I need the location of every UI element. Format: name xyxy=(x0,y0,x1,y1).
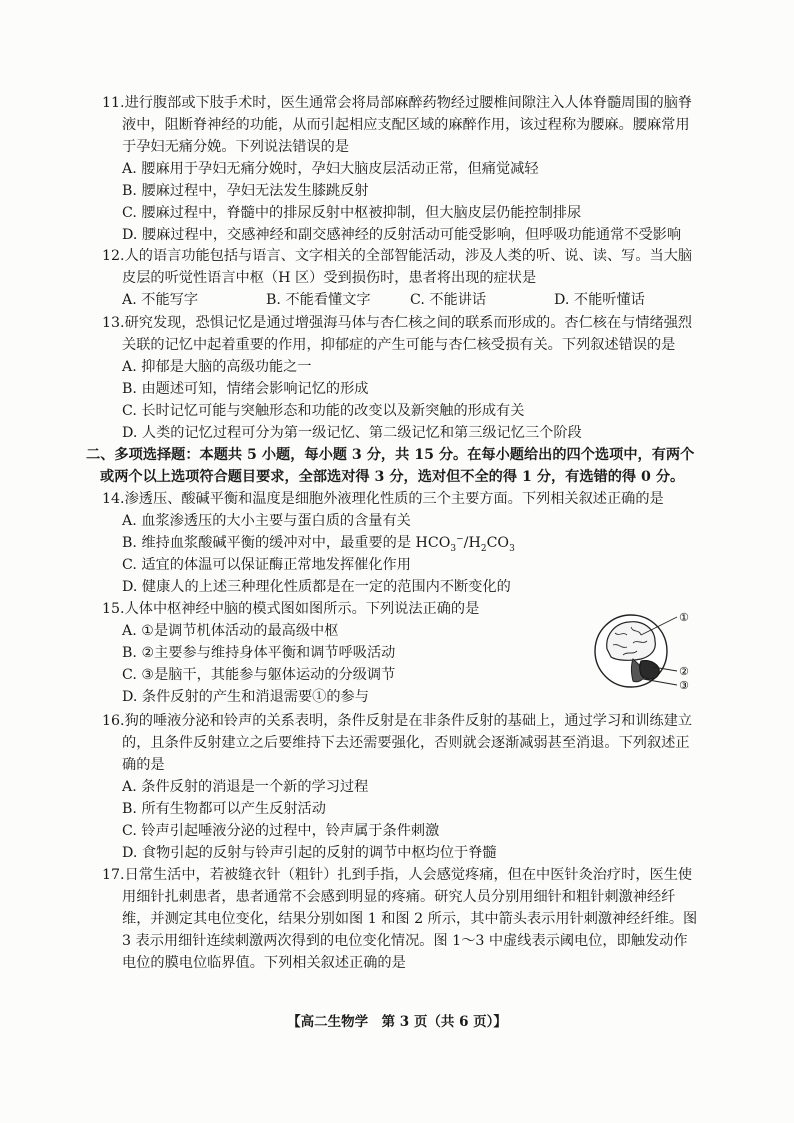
option-d: D. 不能听懂话 xyxy=(554,292,645,308)
option-b: B. ②主要参与维持身体平衡和调节呼吸活动 xyxy=(122,645,396,661)
option-d: D. 健康人的上述三种理化性质都是在一定的范围内不断变化的 xyxy=(122,579,511,595)
option-a: A. ①是调节机体活动的最高级中枢 xyxy=(122,623,339,639)
question-12 xyxy=(102,245,698,311)
option-b: B. 腰麻过程中，孕妇无法发生膝跳反射 xyxy=(122,183,369,199)
option-c: C. 长时记忆可能与突触形态和功能的改变以及新突触的形成有关 xyxy=(122,403,525,419)
question-stem: 13.研究发现，恐惧记忆是通过增强海马体与杏仁核之间的联系而形成的。杏仁核在与情绪强烈关联的记忆中起着重要的作用，抑郁症的产生可能与杏仁核受损有关。下列叙述错误的是 xyxy=(102,315,693,353)
option-c: C. 不能讲话 xyxy=(410,292,487,308)
option-a: A. 腰麻用于孕妇无痛分娩时，孕妇大脑皮层活动正常，但痛觉减轻 xyxy=(122,161,539,177)
option-c: C. 适宜的体温可以保证酶正常地发挥催化作用 xyxy=(122,557,411,573)
label-1: ① xyxy=(679,611,689,624)
option-a: A. 不能写字 xyxy=(122,292,199,308)
option-b: B. 由题述可知，情绪会影响记忆的形成 xyxy=(122,381,369,397)
option-c: C. ③是脑干，其能参与躯体运动的分级调节 xyxy=(122,667,396,683)
question-13 xyxy=(102,312,698,444)
section-text: 二、多项选择题：本题共 5 小题，每小题 3 分，共 15 分。在每小题给出的四个选项中，有两个或两个以上选项符合题目要求，全部选对得 3 分，选对但不全的得 1 分，有选错的得 0 分。 xyxy=(86,447,695,485)
option-d: D. 食物引起的反射与铃声引起的反射的调节中枢均位于脊髓 xyxy=(122,845,497,861)
option-a: A. 条件反射的消退是一个新的学习过程 xyxy=(122,779,369,795)
option-c: C. 铃声引起唾液分泌的过程中，铃声属于条件刺激 xyxy=(122,823,440,839)
question-17 xyxy=(102,864,698,974)
option-b: B. 不能看懂文字 xyxy=(266,292,371,308)
label-2: ② xyxy=(679,665,689,678)
question-stem: 11.进行腹部或下肢手术时，医生通常会将局部麻醉药物经过腰椎间隙注入人体脊髓周围的脑脊液中，阻断脊神经的功能，从而引起相应支配区域的麻醉作用，该过程称为腰麻。腰麻常用于孕妇无痛分娩。下列说法错误的是 xyxy=(102,95,693,155)
question-16 xyxy=(102,710,698,864)
label-3: ③ xyxy=(679,679,689,692)
question-stem: 14.渗透压、酸碱平衡和温度是细胞外液理化性质的三个主要方面。下列相关叙述正确的是 xyxy=(102,491,664,507)
option-c: C. 腰麻过程中，脊髓中的排尿反射中枢被抑制，但大脑皮层仍能控制排尿 xyxy=(122,205,582,221)
brain-diagram xyxy=(593,605,698,695)
option-d: D. 腰麻过程中，交感神经和副交感神经的反射活动可能受影响，但呼吸功能通常不受影响 xyxy=(122,227,682,243)
question-11 xyxy=(102,92,698,246)
section-heading xyxy=(86,444,700,488)
option-d: D. 条件反射的产生和消退需要①的参与 xyxy=(122,689,369,705)
option-a: A. 血浆渗透压的大小主要与蛋白质的含量有关 xyxy=(122,513,411,529)
question-14 xyxy=(102,488,698,598)
question-stem: 12.人的语言功能包括与语言、文字相关的全部智能活动，涉及人类的听、说、读、写。当大脑皮层的听觉性语言中枢（H 区）受到损伤时，患者将出现的症状是 xyxy=(102,248,693,286)
option-a: A. 抑郁是大脑的高级功能之一 xyxy=(122,359,312,375)
question-stem: 17.日常生活中，若被缝衣针（粗针）扎到手指，人会感觉疼痛，但在中医针灸治疗时，医生使用细针扎刺患者，患者通常不会感到明显的疼痛。研究人员分别用细针和粗针刺激神经纤维，并测定其电位变化，结果分别如图 1 和图 2 所示，其中箭头表示用针刺激神经纤维。图 3 表示用细针连续刺激两次得到的电位变化情况。图 1～3 中虚线表示阈电位，即触发动作电位的膜电位临界值。下列相关叙述正确的是 xyxy=(102,867,698,971)
question-stem: 15.人体中枢神经中脑的模式图如图所示。下列说法正确的是 xyxy=(102,601,480,617)
option-b: B. 所有生物都可以产生反射活动 xyxy=(122,801,326,817)
question-stem: 16.狗的唾液分泌和铃声的关系表明，条件反射是在非条件反射的基础上，通过学习和训练建立的，且条件反射建立之后要维持下去还需要强化，否则就会逐渐减弱甚至消退。下列叙述正确的是 xyxy=(102,713,693,773)
page-footer: 【高二生物学 第 3 页（共 6 页）】 xyxy=(287,1014,507,1030)
option-d: D. 人类的记忆过程可分为第一级记忆、第二级记忆和第三级记忆三个阶段 xyxy=(122,425,582,441)
options-row xyxy=(102,289,698,311)
option-b: B. 维持血浆酸碱平衡的缓冲对中，最重要的是 $HCO_3^-/H_2CO_3$ xyxy=(122,534,515,554)
